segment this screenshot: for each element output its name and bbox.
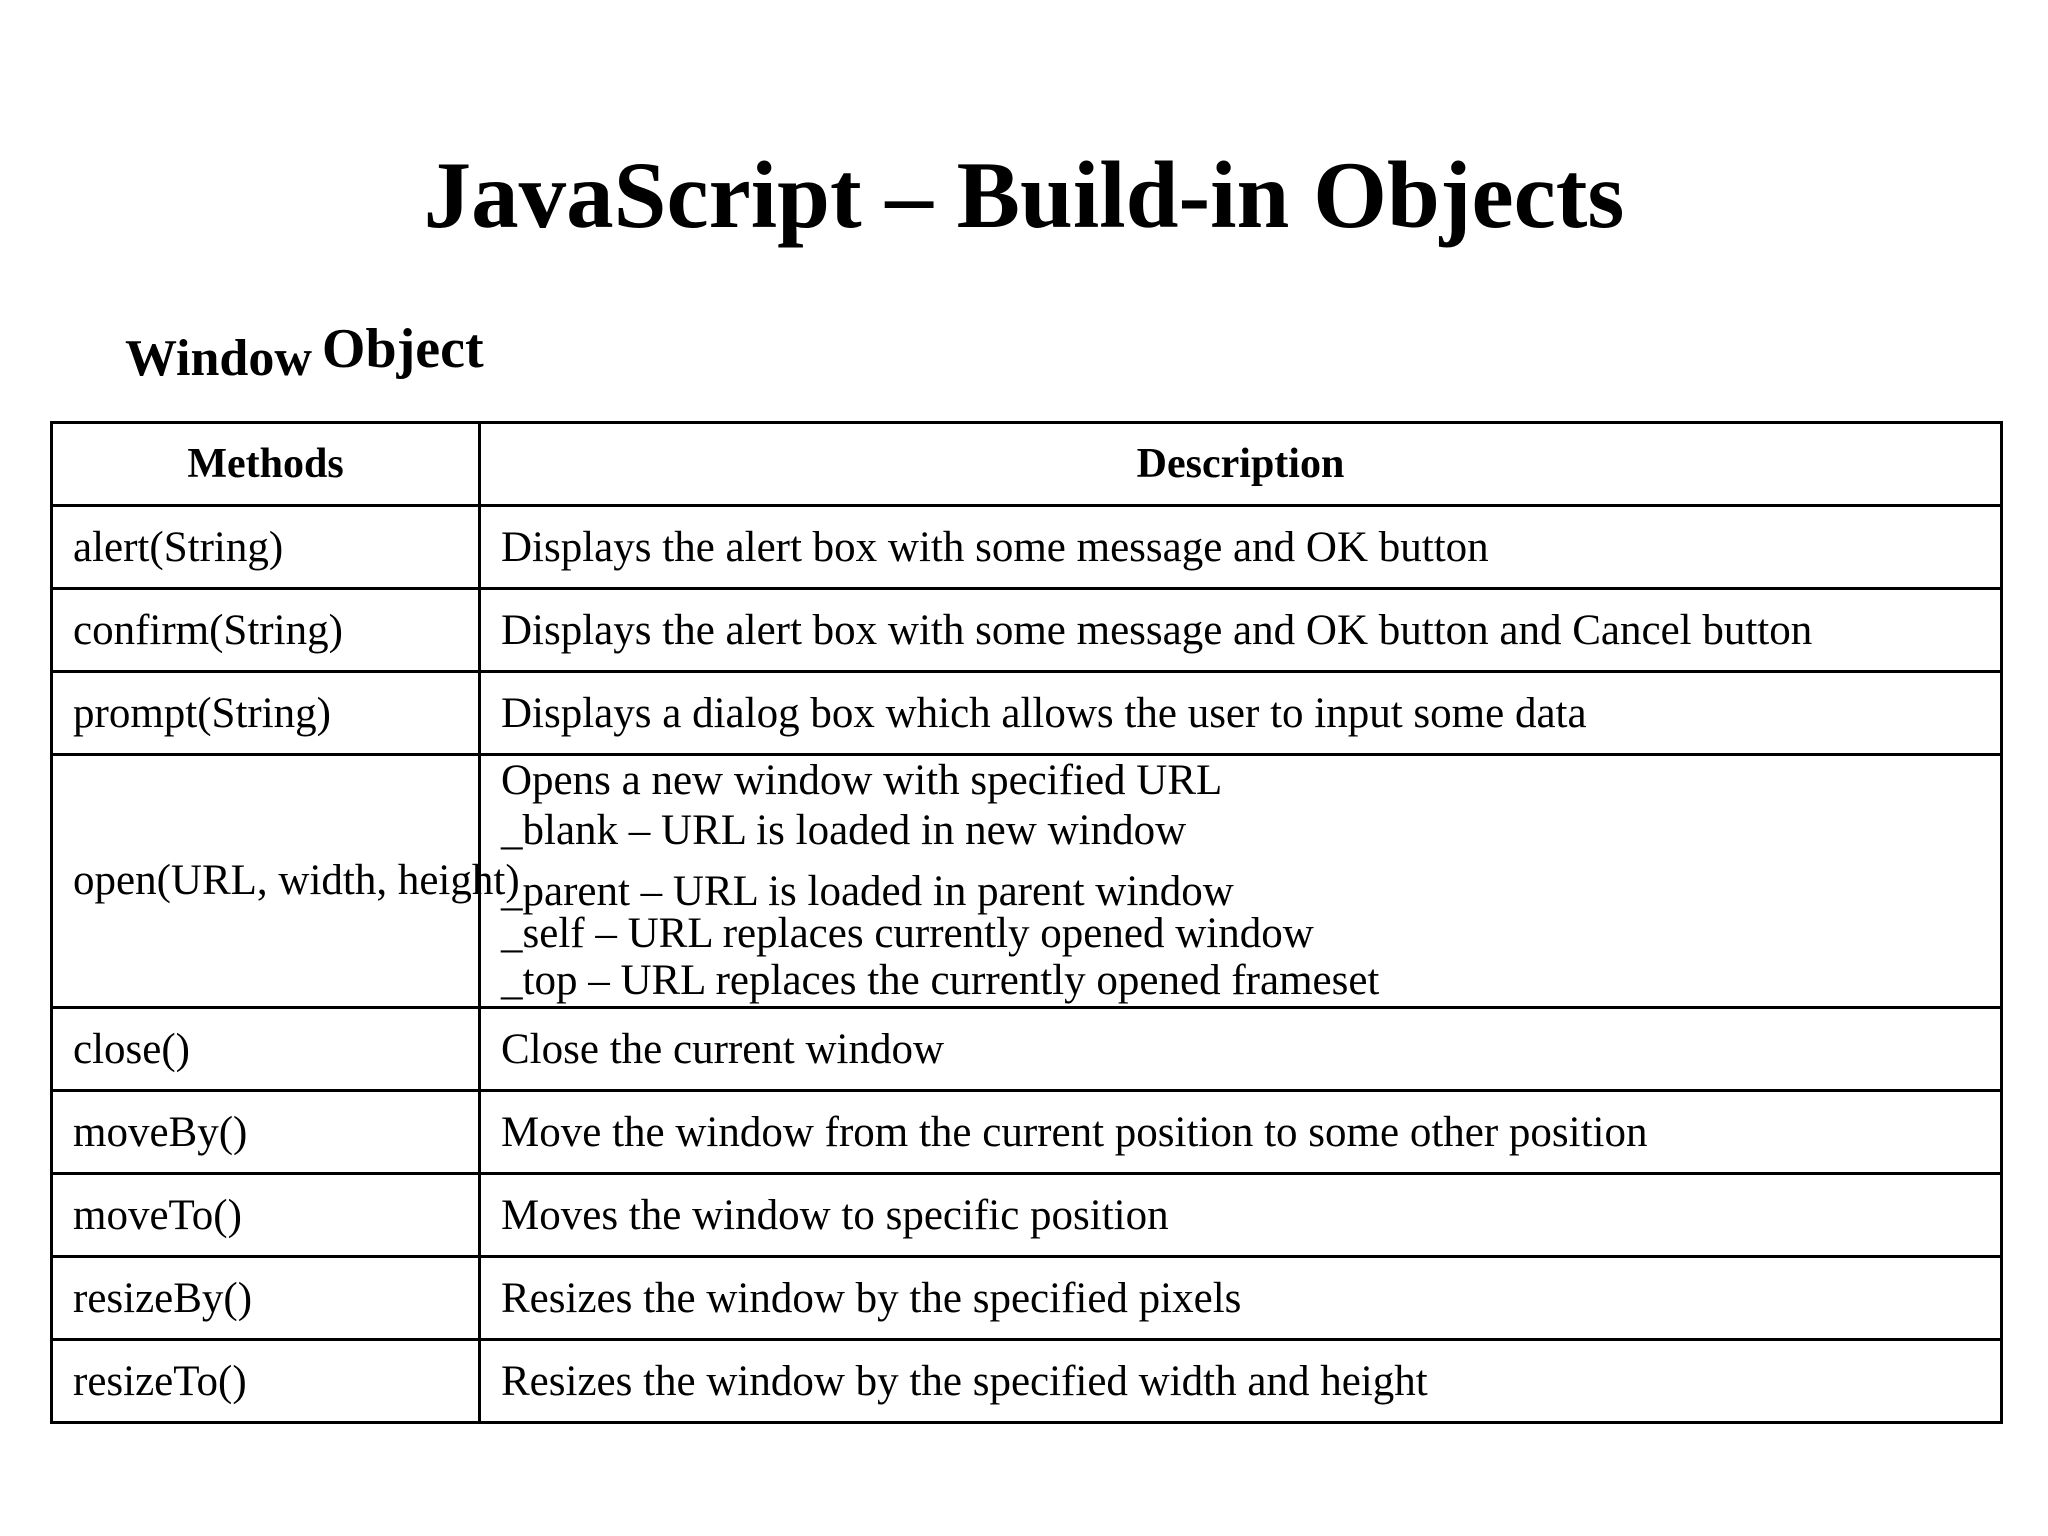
table-row (52, 755, 2002, 1008)
description-cell (480, 755, 2002, 1008)
description-cell: Displays a dialog box which allows the user to input some data (480, 672, 2002, 755)
table-row (52, 1091, 2002, 1174)
table-header-row (52, 423, 2002, 506)
description-cell: Resizes the window by the specified width and height (480, 1340, 2002, 1423)
description-line: _top – URL replaces the currently opened frameset (501, 957, 1380, 1004)
table-row (52, 589, 2002, 672)
description-cell: Close the current window (480, 1008, 2002, 1091)
slide-title: JavaScript – Build-in Objects (423, 142, 1625, 248)
method-cell: prompt(String) (52, 672, 480, 755)
method-cell: moveBy() (52, 1091, 480, 1174)
table-row (52, 1257, 2002, 1340)
method-cell: close() (52, 1008, 480, 1091)
method-cell: confirm(String) (52, 589, 480, 672)
method-cell: moveTo() (52, 1174, 480, 1257)
table-row (52, 1008, 2002, 1091)
table-row (52, 672, 2002, 755)
subtitle-word-window: Window (125, 330, 312, 387)
method-cell: resizeTo() (52, 1340, 480, 1423)
method-cell: open(URL, width, height) (52, 755, 480, 1008)
section-subtitle (125, 318, 484, 389)
table-row (52, 1340, 2002, 1423)
description-cell: Resizes the window by the specified pixels (480, 1257, 2002, 1340)
header-description: Description (480, 423, 2002, 506)
description-cell: Moves the window to specific position (480, 1174, 2002, 1257)
table-row (52, 506, 2002, 589)
description-line: _blank – URL is loaded in new window (501, 807, 1187, 854)
description-line: _parent – URL is loaded in parent window (501, 868, 1234, 915)
table-row (52, 1174, 2002, 1257)
header-methods: Methods (52, 423, 480, 506)
description-line: Opens a new window with specified URL (501, 757, 1223, 804)
subtitle-word-object: Object (321, 318, 484, 380)
method-cell: alert(String) (52, 506, 480, 589)
description-cell: Move the window from the current position to some other position (480, 1091, 2002, 1174)
description-cell: Displays the alert box with some message and OK button and Cancel button (480, 589, 2002, 672)
method-cell: resizeBy() (52, 1257, 480, 1340)
window-methods-table (50, 421, 2003, 1424)
description-cell: Displays the alert box with some message and OK button (480, 506, 2002, 589)
description-line: _self – URL replaces currently opened window (501, 910, 1314, 957)
